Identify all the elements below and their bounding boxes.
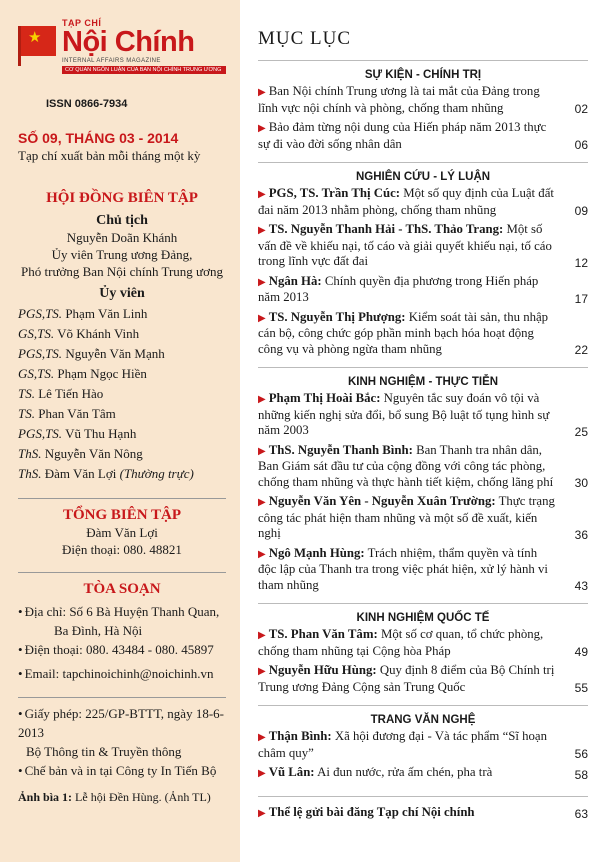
divider [18,697,226,698]
toc-section [258,367,588,593]
board-member-name: Lê Tiến Hào [38,386,104,401]
triangle-bullet-icon: ▶ [258,666,266,677]
editor-phone: Điện thoại: 080. 48821 [62,542,182,557]
board-member-title: TS. [18,386,35,401]
toc-item-author: Phạm Thị Hoài Bắc: [268,391,381,405]
toc-item-page: 55 [574,681,588,695]
license-block [18,704,226,780]
toc-title: MỤC LỤC [258,28,352,49]
toc-section-heading: SỰ KIỆN - CHÍNH TRỊ [364,69,482,81]
triangle-bullet-icon: ▶ [258,225,266,236]
masthead-name: Nội Chính [62,26,195,58]
triangle-bullet-icon: ▶ [258,497,266,508]
board-member [18,364,226,384]
toc-section-heading: KINH NGHIỆM - THỰC TIỄN [347,376,499,388]
toc-section-heading: NGHIÊN CỨU - LÝ LUẬN [355,171,491,183]
cover-label: Ảnh bìa 1: [18,790,73,804]
toc-item-author: Thận Bình: [268,729,332,743]
triangle-bullet-icon: ▶ [258,445,266,457]
toc-item-author: Vũ Lân: [268,765,315,779]
masthead-subtitle: INTERNAL AFFAIRS MAGAZINE [62,58,161,64]
board-chair-label: Chủ tịch [96,213,148,228]
triangle-bullet-icon: ▶ [258,732,266,743]
party-flag-logo [18,26,56,56]
toc-item-title: Xã hội đương đại - Và tác phẩm “Sĩ hoạn châm quy” [258,729,547,760]
toc-item-author: ThS. Nguyễn Thanh Bình: [268,442,413,457]
toc-section [258,60,588,152]
toc-item-page: 17 [574,291,588,306]
toc-item-title: Nguyên tắc suy đoán vô tội và những kiến nghị sửa đổi, bổ sung Bộ luật tố tụng hình sự năm 2003 [258,391,550,437]
board-member [18,384,226,404]
board-member-title: PGS,TS. [18,306,63,321]
editor-title: TỔNG BIÊN TẬP [62,507,182,523]
toc-section [258,162,588,357]
board-member-name: Phạm Văn Linh [65,306,148,321]
toc-item-title: Ban Thanh tra nhân dân, Ban Giám sát đầu tư của cộng đồng với công tác phòng, chống tham nhũng và thực hành tiết kiệm, chống lãng phí [258,442,554,489]
toc-item-author: TS. Nguyễn Thị Phượng: [268,309,406,324]
divider [18,498,226,499]
toc-section [258,705,588,782]
toc-item-page: 06 [574,138,588,152]
toc-item-title: Ban Nội chính Trung ương là tai mắt của Đảng trong lĩnh vực nội chính và phòng, chống tham nhũng [258,84,540,115]
triangle-bullet-icon: ▶ [258,630,266,641]
toc-item[interactable] [258,805,588,822]
board-member [18,444,226,464]
toc-item-title: Một số quy định của Luật đất đai năm 2013 nhằm phòng, chống tham nhũng [258,186,554,217]
board-member-title: GS,TS. [18,326,55,341]
triangle-bullet-icon: ▶ [258,394,266,405]
board-member-name: Đàm Văn Lợi [44,466,117,481]
board-member-title: GS,TS. [18,366,55,381]
board-member [18,304,226,324]
office-address: • Địa chỉ: Số 6 Bà Huyện Thanh Quan, [18,602,226,621]
board-member-name: Phan Văn Tâm [38,406,116,421]
license-line: • Chế bản và in tại Công ty In Tiến Bộ [18,761,226,780]
toc-item[interactable] [258,443,588,491]
board-title: HỘI ĐỒNG BIÊN TẬP [46,190,198,206]
board-member-name: Nguyễn Văn Nông [44,446,143,461]
toc-item-author: TS. Nguyễn Thanh Hải - ThS. Thảo Trang: [268,222,504,236]
toc-item-page: 22 [574,343,588,357]
toc-item[interactable] [258,765,588,782]
toc-item-page: 43 [574,579,588,593]
toc-item-title: Bảo đảm từng nội dung của Hiến pháp năm 2013 thực sự đi vào đời sống nhân dân [258,120,547,151]
toc-item-page: 56 [574,747,588,761]
left-panel [0,0,240,862]
license-line: • Giấy phép: 225/GP-BTTT, ngày 18-6-2013 [18,704,226,742]
toc-item-title: Một số vấn đề về khiếu nại, tố cáo và giải quyết khiếu nại, tố cáo trong lĩnh vực đất đai [258,222,552,268]
toc-section-heading: TRANG VĂN NGHỆ [370,714,476,726]
board-member-title: ThS. [18,446,42,461]
toc-item[interactable] [258,627,588,659]
toc-sections [258,60,588,782]
toc-item-page: 02 [574,102,588,116]
triangle-bullet-icon: ▶ [258,189,266,200]
toc-item[interactable] [258,310,588,358]
board-member-title: ThS. [18,466,42,481]
office-address-line2: Ba Đình, Hà Nội [54,623,143,638]
toc-item[interactable] [258,84,588,116]
triangle-bullet-icon: ▶ [258,548,266,560]
toc-item[interactable] [258,186,588,218]
toc-item-title: Một số cơ quan, tổ chức phòng, chống tham nhũng tại Cộng hòa Pháp [258,627,544,658]
toc-item[interactable] [258,391,588,439]
star-icon: ★ [28,30,42,46]
toc-item-page: 09 [574,204,588,218]
toc-item-author: Ngân Hà: [268,273,322,288]
issue-number: SỐ 09, THÁNG 03 - 2014 [18,130,179,146]
toc-item-page: 36 [574,527,588,542]
board-member-name: Võ Khánh Vinh [57,326,140,341]
toc-item-page: 12 [574,255,588,270]
board-member [18,404,226,424]
board-chair-role: Phó trưởng Ban Nội chính Trung ương [21,264,223,279]
toc-item-page: 49 [574,645,588,659]
triangle-bullet-icon: ▶ [258,768,266,779]
toc-section-heading: KINH NGHIỆM QUỐC TẾ [356,612,490,624]
license-line: Bộ Thông tin & Truyền thông [26,744,182,759]
toc-item[interactable] [258,729,588,761]
toc-item-author: Nguyễn Hữu Hùng: [268,663,377,677]
office-phone: • Điện thoại: 080. 43484 - 080. 45897 [18,640,226,659]
toc-item[interactable] [258,120,588,152]
cover-caption [18,790,226,805]
board-chair-name: Nguyễn Doãn Khánh [66,230,178,245]
office-email[interactable]: • Email: tapchinoichinh@noichinh.vn [18,664,226,683]
issue-note: Tạp chí xuất bản mỗi tháng một kỳ [18,148,201,163]
board-members-list [18,304,226,484]
board-member-name: Nguyễn Văn Mạnh [65,346,165,361]
toc-item-author: PGS, TS. Trần Thị Cúc: [268,186,401,200]
triangle-bullet-icon: ▶ [258,276,266,288]
toc-item-author: Ngô Mạnh Hùng: [268,545,365,560]
toc-item-author: TS. Phan Văn Tâm: [268,627,378,641]
issn: ISSN 0866-7934 [46,98,128,110]
toc-item-title: Ai đun nước, rửa ấm chén, pha trà [317,765,493,779]
board-members-label: Ủy viên [99,286,145,301]
toc-item[interactable] [258,274,588,306]
toc-item-title: Trách nhiệm, thẩm quyền và tính độc lập của Thanh tra trong việc phát hiện, xử lý hành vi tham nhũng [258,545,548,592]
toc-item[interactable] [258,222,588,270]
triangle-bullet-icon: ▶ [258,123,266,134]
toc-item-page: 58 [574,767,588,782]
toc-item-title: Kiểm soát tài sản, thu nhập cán bộ, công chức góp phần minh bạch hóa hoạt động công vụ và phòng ngừa tham nhũng [258,309,549,356]
toc-item-page: 30 [574,476,588,490]
office-title: TÒA SOẠN [83,581,161,597]
triangle-bullet-icon: ▶ [258,312,266,324]
triangle-bullet-icon: ▶ [258,807,266,819]
toc-final-section [258,796,588,822]
masthead-tapchi: TẠP CHÍ [62,18,102,28]
toc-section [258,603,588,695]
toc-item[interactable] [258,494,588,542]
masthead-agency: CƠ QUAN NGÔN LUẬN CỦA BAN NỘI CHÍNH TRUNG ƯƠNG [62,66,226,74]
board-chair-role: Ủy viên Trung ương Đảng, [51,247,193,262]
toc-item-page: 63 [574,807,588,821]
board-member-name: Phạm Ngọc Hiền [57,366,147,381]
board-member-title: PGS,TS. [18,426,63,441]
toc-item[interactable] [258,663,588,695]
toc-item-title: Quy định 8 điểm của Bộ Chính trị Trung ương Đảng Cộng sản Trung Quốc [258,663,555,694]
toc-item-page: 25 [574,424,588,439]
board-member [18,464,226,484]
toc-item-title: Chính quyền địa phương trong Hiến pháp năm 2013 [258,273,539,304]
board-member-name: Vũ Thu Hạnh [65,426,137,441]
editor-name: Đàm Văn Lợi [86,525,158,540]
masthead [18,18,226,76]
board-member [18,344,226,364]
toc-item-title: Thực trạng công tác phát hiện tham nhũng và một số đề xuất, kiến nghị [258,494,555,540]
cover-text: Lễ hội Đền Hùng. (Ảnh TL) [75,790,211,804]
board-member [18,324,226,344]
board-member [18,424,226,444]
board-member-suffix: (Thường trực) [119,466,194,481]
table-of-contents [240,0,600,862]
toc-item[interactable] [258,546,588,594]
board-member-title: TS. [18,406,35,421]
triangle-bullet-icon: ▶ [258,87,266,98]
divider [18,572,226,573]
toc-item-author: Nguyễn Văn Yên - Nguyễn Xuân Trường: [268,494,496,508]
toc-item-author: Thể lệ gửi bài đăng Tạp chí Nội chính [268,804,475,819]
board-member-title: PGS,TS. [18,346,63,361]
